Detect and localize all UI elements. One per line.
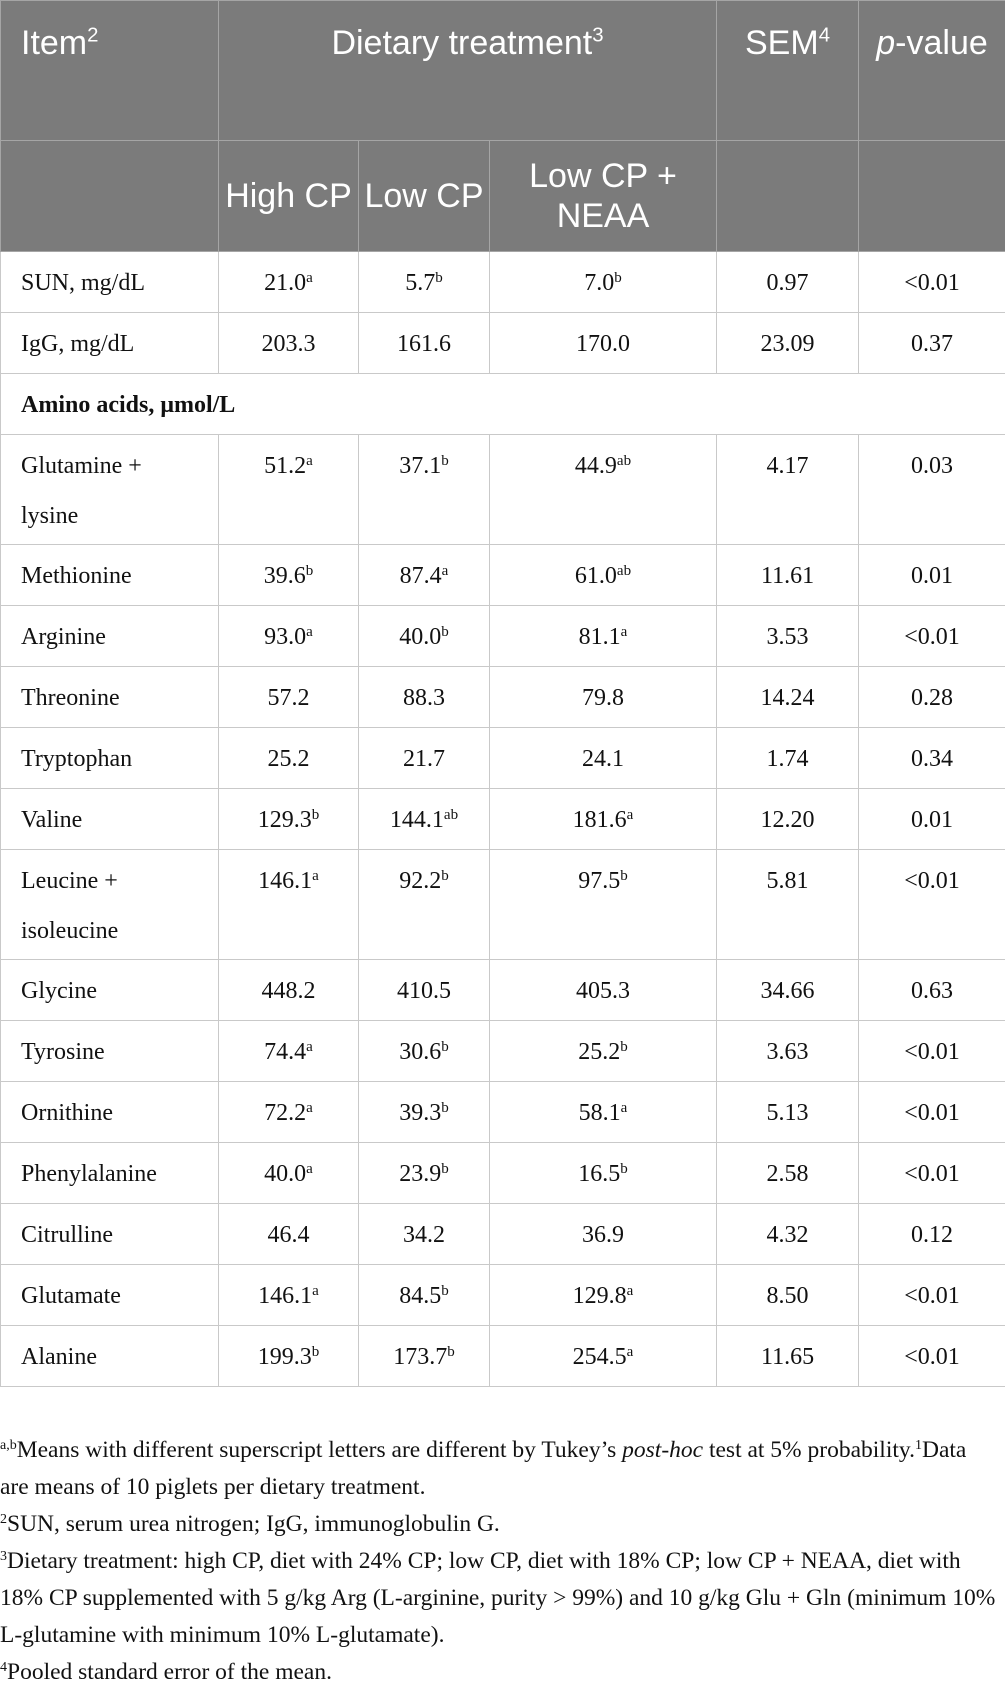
low-cp-cell: 161.6 [359, 313, 490, 374]
item-cell: Glutamate [1, 1265, 219, 1326]
high-cp-cell: 72.2$^a$ [219, 1082, 359, 1143]
low-cp-cell: 39.3$^b$ [359, 1082, 490, 1143]
p-value-cell: 0.03 [859, 435, 1005, 545]
high-cp-cell: 40.0$^a$ [219, 1143, 359, 1204]
low-cp-neaa-cell: 36.9 [490, 1204, 717, 1265]
high-cp-cell: 74.4$^a$ [219, 1021, 359, 1082]
low-cp-cell: 173.7$^b$ [359, 1326, 490, 1387]
table-footnotes [0, 1432, 1000, 1691]
sem-cell: 11.61 [717, 545, 859, 606]
low-cp-neaa-cell: 81.1$^a$ [490, 606, 717, 667]
high-cp-cell: 93.0$^a$ [219, 606, 359, 667]
table-body [1, 252, 1005, 1387]
table-row [1, 313, 1005, 374]
footnote-3: $^3$Dietary treatment: high CP, diet with 24% CP; low CP, diet with 18% CP; low CP + NEAA, diet with 18% CP supplemented with 5 g/kg Arg (L-arginine, purity > 99%) and 10 g/kg Glu + Gln (minimum 10% L-glutamine with minimum 10% L-glutamate). [0, 1548, 996, 1648]
low-cp-cell: 21.7 [359, 728, 490, 789]
low-cp-cell: 23.9$^b$ [359, 1143, 490, 1204]
header-empty-sem [717, 141, 859, 252]
footnote-4: $^4$Pooled standard error of the mean. [0, 1659, 332, 1685]
footnote-1: $^{a,b}$Means with different superscript letters are different by Tukey’s post-hoc test at 5% probability.$^1$Data are means of 10 piglets per dietary treatment. [0, 1437, 967, 1500]
low-cp-cell: 84.5$^b$ [359, 1265, 490, 1326]
header-dietary-treatment: Dietary treatment$^3$ [219, 1, 717, 141]
sem-cell: 2.58 [717, 1143, 859, 1204]
low-cp-cell: 5.7$^b$ [359, 252, 490, 313]
sem-cell: 3.53 [717, 606, 859, 667]
header-sem: SEM$^4$ [717, 1, 859, 141]
low-cp-neaa-cell: 254.5$^a$ [490, 1326, 717, 1387]
p-value-cell: <0.01 [859, 1143, 1005, 1204]
section-row [1, 374, 1005, 435]
high-cp-cell: 21.0$^a$ [219, 252, 359, 313]
sem-cell: 11.65 [717, 1326, 859, 1387]
sem-cell: 12.20 [717, 789, 859, 850]
p-value-cell: 0.63 [859, 960, 1005, 1021]
header-empty-item [1, 141, 219, 252]
sem-cell: 34.66 [717, 960, 859, 1021]
sem-cell: 4.17 [717, 435, 859, 545]
sem-cell: 3.63 [717, 1021, 859, 1082]
item-cell: Ornithine [1, 1082, 219, 1143]
item-cell: Threonine [1, 667, 219, 728]
low-cp-cell: 87.4$^a$ [359, 545, 490, 606]
low-cp-cell: 88.3 [359, 667, 490, 728]
p-value-cell: <0.01 [859, 606, 1005, 667]
header-low-cp-neaa: Low CP + NEAA [490, 141, 717, 252]
sem-cell: 4.32 [717, 1204, 859, 1265]
table-row [1, 1082, 1005, 1143]
table-row [1, 252, 1005, 313]
low-cp-neaa-cell: 24.1 [490, 728, 717, 789]
p-value-cell: <0.01 [859, 1326, 1005, 1387]
p-value-cell: 0.01 [859, 545, 1005, 606]
table-row [1, 545, 1005, 606]
sem-cell: 5.81 [717, 850, 859, 960]
item-cell: Glutamine + lysine [1, 435, 219, 545]
high-cp-cell: 203.3 [219, 313, 359, 374]
header-low-cp: Low CP [359, 141, 490, 252]
high-cp-cell: 57.2 [219, 667, 359, 728]
header-item: Item$^2$ [1, 1, 219, 141]
table-row [1, 850, 1005, 960]
low-cp-neaa-cell: 97.5$^b$ [490, 850, 717, 960]
low-cp-neaa-cell: 129.8$^a$ [490, 1265, 717, 1326]
header-row-1 [1, 1, 1005, 141]
high-cp-cell: 129.3$^b$ [219, 789, 359, 850]
sem-cell: 0.97 [717, 252, 859, 313]
low-cp-cell: 92.2$^b$ [359, 850, 490, 960]
table-row [1, 728, 1005, 789]
low-cp-neaa-cell: 25.2$^b$ [490, 1021, 717, 1082]
table-row [1, 960, 1005, 1021]
item-cell: Methionine [1, 545, 219, 606]
low-cp-neaa-cell: 58.1$^a$ [490, 1082, 717, 1143]
item-cell: Valine [1, 789, 219, 850]
table-row [1, 1326, 1005, 1387]
sem-cell: 14.24 [717, 667, 859, 728]
p-value-cell: 0.28 [859, 667, 1005, 728]
item-cell: Tyrosine [1, 1021, 219, 1082]
high-cp-cell: 51.2$^a$ [219, 435, 359, 545]
table-row [1, 1265, 1005, 1326]
p-value-cell: <0.01 [859, 850, 1005, 960]
low-cp-neaa-cell: 16.5$^b$ [490, 1143, 717, 1204]
p-value-cell: 0.12 [859, 1204, 1005, 1265]
p-value-cell: <0.01 [859, 252, 1005, 313]
low-cp-cell: 30.6$^b$ [359, 1021, 490, 1082]
low-cp-neaa-cell: 170.0 [490, 313, 717, 374]
high-cp-cell: 39.6$^b$ [219, 545, 359, 606]
p-value-cell: 0.37 [859, 313, 1005, 374]
low-cp-cell: 144.1$^{ab}$ [359, 789, 490, 850]
low-cp-neaa-cell: 61.0$^{ab}$ [490, 545, 717, 606]
p-value-cell: <0.01 [859, 1021, 1005, 1082]
item-cell: Leucine + isoleucine [1, 850, 219, 960]
low-cp-cell: 37.1$^b$ [359, 435, 490, 545]
table-row [1, 1021, 1005, 1082]
header-p-value: p-value [859, 1, 1005, 141]
footnote-2: $^2$SUN, serum urea nitrogen; IgG, immunoglobulin G. [0, 1511, 500, 1537]
low-cp-cell: 410.5 [359, 960, 490, 1021]
table-row [1, 667, 1005, 728]
table-row [1, 606, 1005, 667]
p-value-cell: <0.01 [859, 1265, 1005, 1326]
p-value-cell: 0.01 [859, 789, 1005, 850]
low-cp-cell: 34.2 [359, 1204, 490, 1265]
low-cp-neaa-cell: 405.3 [490, 960, 717, 1021]
high-cp-cell: 25.2 [219, 728, 359, 789]
section-label: Amino acids, μmol/L [1, 374, 1005, 435]
item-cell: IgG, mg/dL [1, 313, 219, 374]
low-cp-neaa-cell: 181.6$^a$ [490, 789, 717, 850]
low-cp-neaa-cell: 44.9$^{ab}$ [490, 435, 717, 545]
low-cp-neaa-cell: 79.8 [490, 667, 717, 728]
low-cp-cell: 40.0$^b$ [359, 606, 490, 667]
p-value-cell: <0.01 [859, 1082, 1005, 1143]
high-cp-cell: 146.1$^a$ [219, 1265, 359, 1326]
header-high-cp: High CP [219, 141, 359, 252]
item-cell: Alanine [1, 1326, 219, 1387]
high-cp-cell: 46.4 [219, 1204, 359, 1265]
item-cell: Phenylalanine [1, 1143, 219, 1204]
high-cp-cell: 199.3$^b$ [219, 1326, 359, 1387]
item-cell: SUN, mg/dL [1, 252, 219, 313]
header-row-2 [1, 141, 1005, 252]
table-row [1, 435, 1005, 545]
item-cell: Citrulline [1, 1204, 219, 1265]
high-cp-cell: 146.1$^a$ [219, 850, 359, 960]
high-cp-cell: 448.2 [219, 960, 359, 1021]
table-row [1, 789, 1005, 850]
sem-cell: 1.74 [717, 728, 859, 789]
p-value-cell: 0.34 [859, 728, 1005, 789]
item-cell: Glycine [1, 960, 219, 1021]
sem-cell: 8.50 [717, 1265, 859, 1326]
sem-cell: 5.13 [717, 1082, 859, 1143]
item-cell: Arginine [1, 606, 219, 667]
low-cp-neaa-cell: 7.0$^b$ [490, 252, 717, 313]
sem-cell: 23.09 [717, 313, 859, 374]
header-empty-p [859, 141, 1005, 252]
table-row [1, 1143, 1005, 1204]
item-cell: Tryptophan [1, 728, 219, 789]
table-row [1, 1204, 1005, 1265]
